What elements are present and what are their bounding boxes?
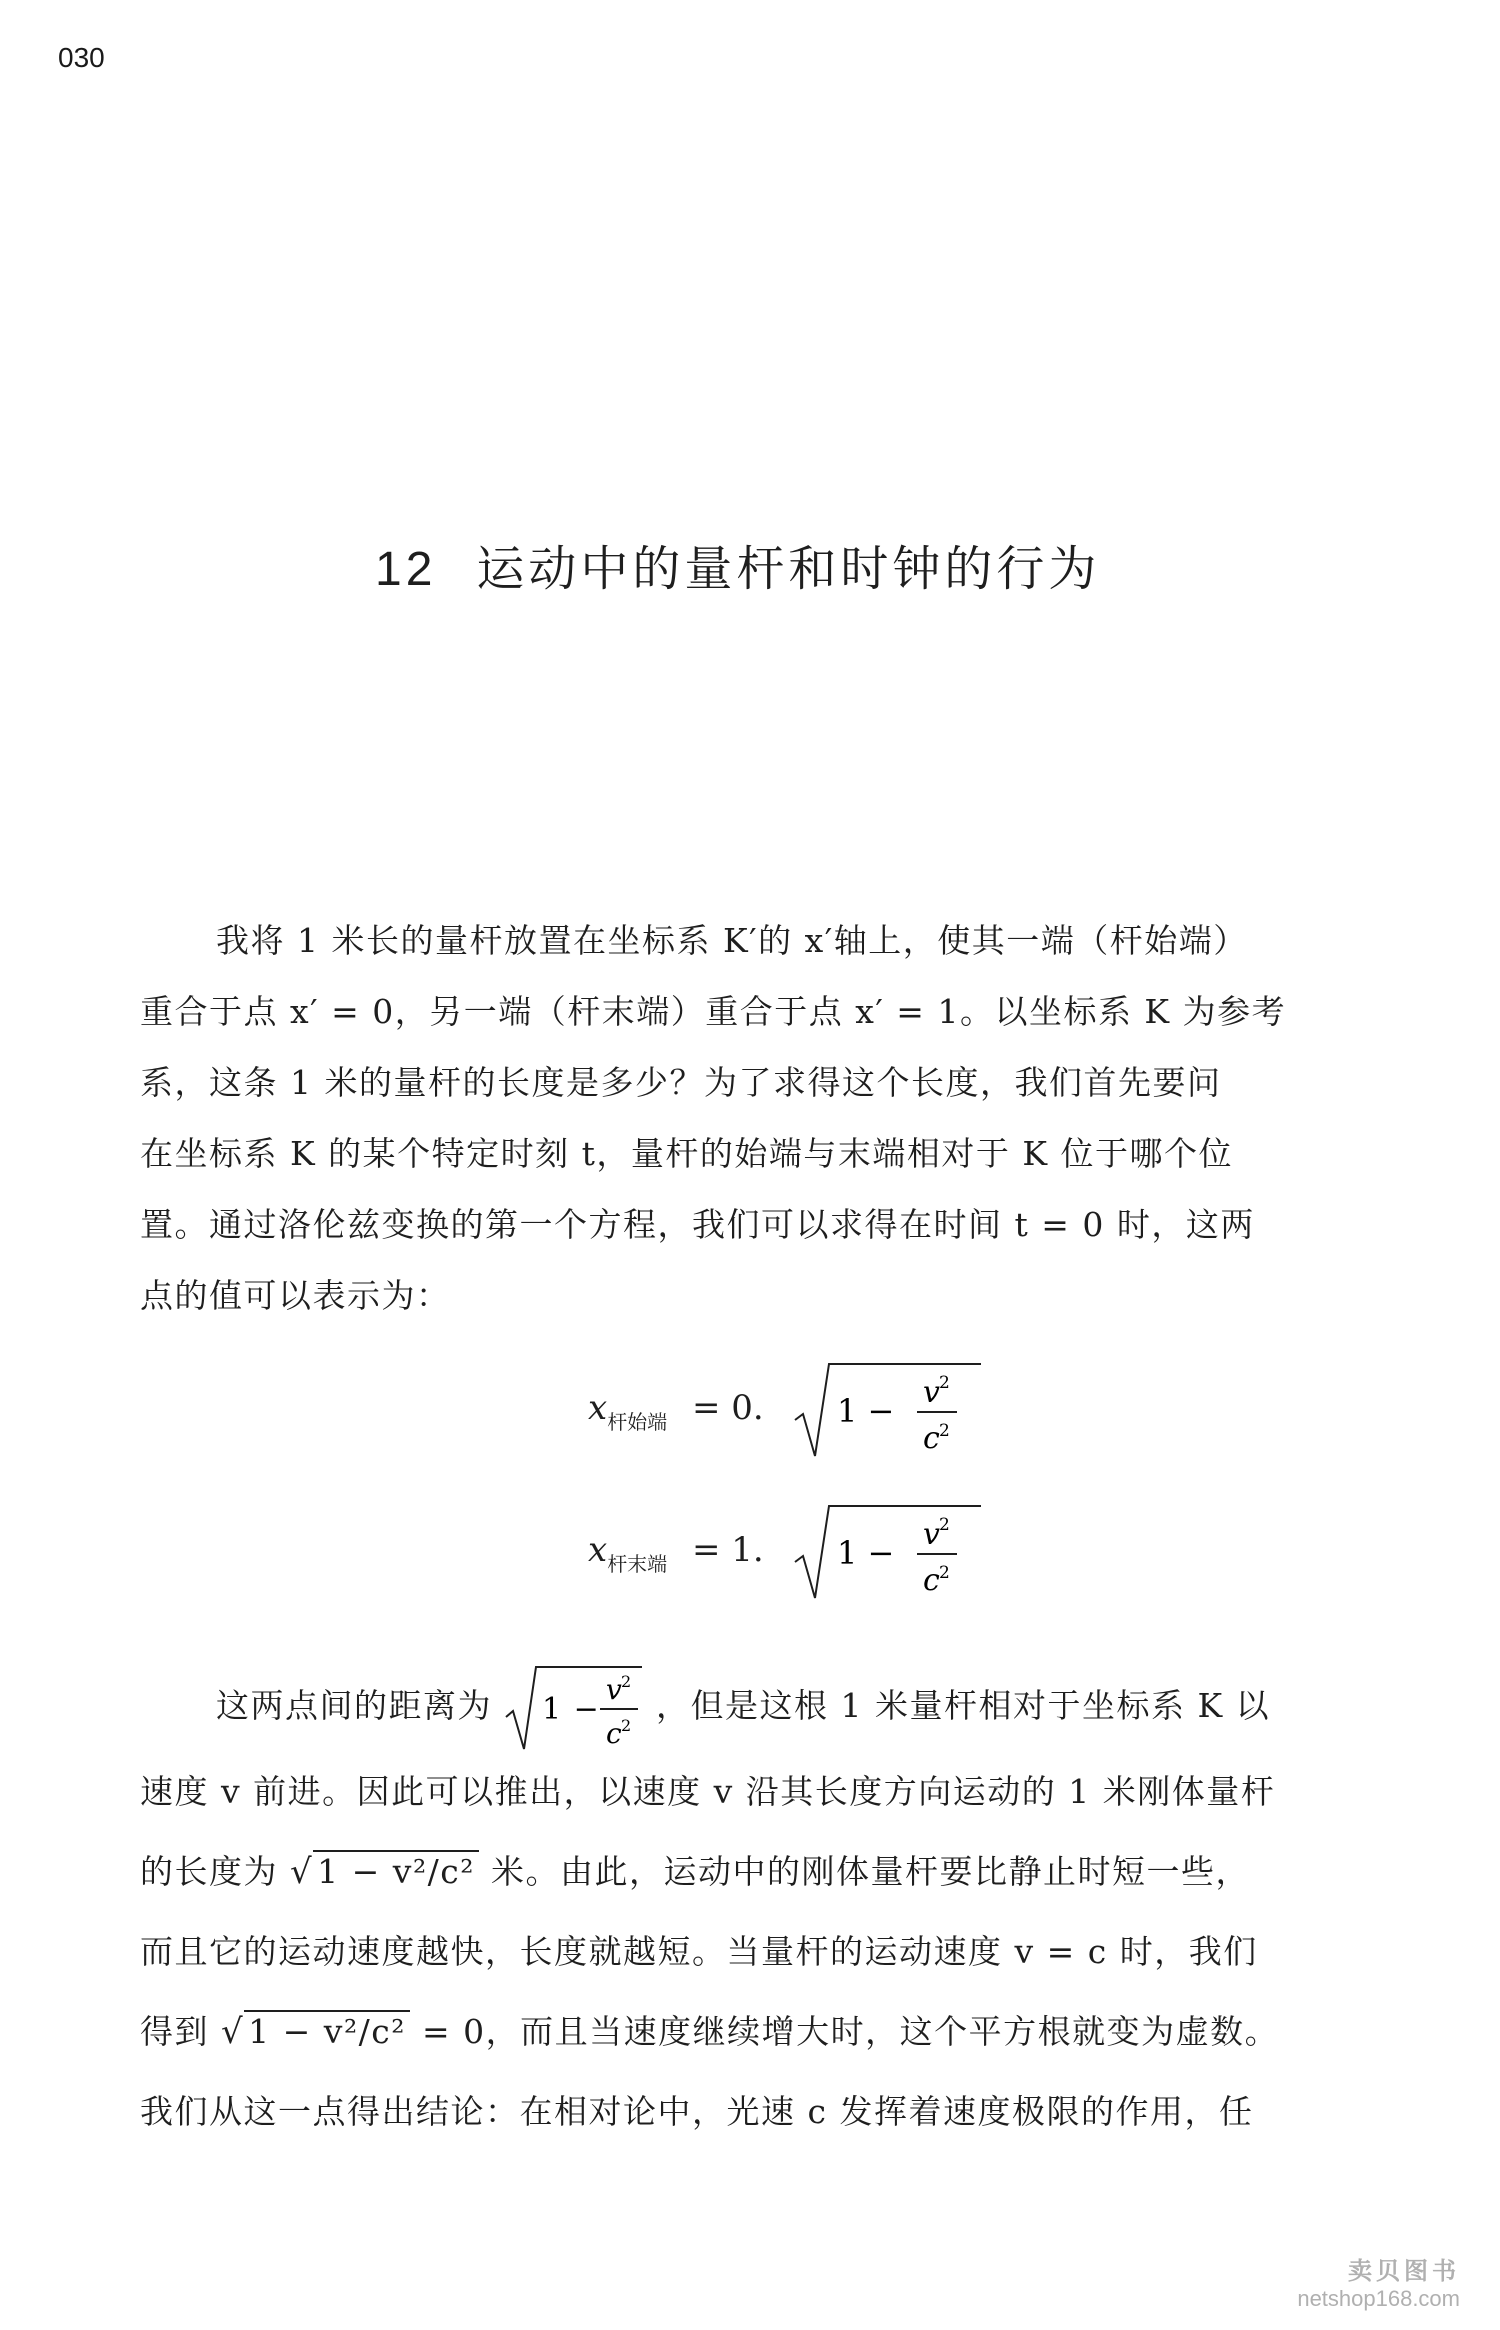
numerator-exponent: 2 — [938, 1515, 950, 1535]
denominator-exponent: 2 — [938, 1421, 950, 1441]
inline-denominator-exponent: 2 — [621, 1716, 633, 1735]
numerator-exponent: 2 — [938, 1373, 950, 1393]
inline-sqrt-fraction — [504, 1663, 644, 1753]
equation-start-sqrt — [793, 1360, 983, 1460]
paragraph-1-line-6: 点的值可以表示为： — [140, 1276, 451, 1315]
equation-start-rhs: = 0. — [692, 1388, 764, 1428]
paragraph-1-line-1: 我将 1 米长的量杆放置在坐标系 K′的 x′轴上，使其一端（杆始端） — [216, 921, 1248, 960]
page-number: 030 — [58, 42, 105, 73]
numerator-v: v — [922, 1517, 940, 1552]
paragraph-2-line-5 — [140, 1992, 1380, 2072]
equation-end-sqrt — [793, 1502, 983, 1602]
equation-start-lhs: x — [588, 1388, 608, 1428]
inline-numerator-v: v — [606, 1673, 624, 1706]
paragraph-1-line-5: 置。通过洛伦兹变换的第一个方程，我们可以求得在时间 t = 0 时，这两 — [140, 1205, 1255, 1244]
paragraph-2-line-2: 速度 v 前进。因此可以推出，以速度 v 沿其长度方向运动的 1 米刚体量杆 — [140, 1772, 1276, 1811]
radical-sign-icon: √ — [221, 2012, 245, 2052]
inline-one-minus: 1 − — [542, 1692, 601, 1727]
paragraph-1-line-2: 重合于点 x′ = 0，另一端（杆末端）重合于点 x′ = 1。以坐标系 K 为参考 — [140, 992, 1287, 1031]
equation-end-lhs: x — [588, 1530, 608, 1570]
paragraph-2-line-3-b: 米。由此，运动中的刚体量杆要比静止时短一些， — [491, 1852, 1250, 1891]
denominator-exponent: 2 — [938, 1563, 950, 1583]
paragraph-2-line-5-a: 得到 — [140, 2012, 209, 2051]
denominator-c: c — [922, 1421, 940, 1456]
paragraph-1 — [140, 905, 1380, 1331]
paragraph-1-line-4: 在坐标系 K 的某个特定时刻 t，量杆的始端与末端相对于 K 位于哪个位 — [140, 1134, 1234, 1173]
denominator-c: c — [922, 1563, 940, 1598]
paragraph-2-line-1-b: ，但是这根 1 米量杆相对于坐标系 K 以 — [656, 1686, 1271, 1725]
paragraph-2-line-5-b: = 0，而且当速度继续增大时，这个平方根就变为虚数。 — [422, 2012, 1280, 2051]
equation-end — [588, 1502, 983, 1602]
sqrt-sign-icon — [793, 1360, 983, 1460]
watermark-url: netshop168.com — [1297, 2286, 1460, 2311]
inline-numerator-exponent: 2 — [621, 1672, 633, 1691]
chapter-title — [375, 530, 1100, 599]
paragraph-2-line-3-a: 的长度为 — [140, 1852, 278, 1891]
watermark — [1297, 2251, 1460, 2312]
paragraph-2-line-5-expr: 1 − v²/c² — [244, 2010, 410, 2051]
paragraph-2-line-3 — [140, 1832, 1380, 1912]
paragraph-2-line-3-expr: 1 − v²/c² — [313, 1850, 479, 1891]
equation-start-subscript: 杆始端 — [607, 1410, 668, 1434]
sqrt-sign-icon — [793, 1502, 983, 1602]
paragraph-1-line-3: 系，这条 1 米的量杆的长度是多少？为了求得这个长度，我们首先要问 — [140, 1063, 1222, 1102]
sqrt-one-minus: 1 − — [836, 1392, 894, 1430]
equation-end-rhs: = 1. — [692, 1530, 764, 1570]
equation-end-subscript: 杆末端 — [607, 1552, 668, 1576]
radical-sign-icon: √ — [290, 1852, 314, 1892]
inline-denominator-c: c — [606, 1717, 624, 1750]
chapter-title-text: 运动中的量杆和时钟的行为 — [476, 541, 1101, 597]
chapter-number: 12 — [375, 543, 437, 596]
watermark-brand: 卖贝图书 — [1348, 2258, 1460, 2285]
paragraph-2-line-1-a: 这两点间的距离为 — [216, 1686, 492, 1725]
sqrt-one-minus: 1 − — [836, 1534, 894, 1572]
equation-start — [588, 1360, 983, 1460]
paragraph-2-line-4: 而且它的运动速度越快，长度就越短。当量杆的运动速度 v = c 时，我们 — [140, 1932, 1258, 1971]
numerator-v: v — [922, 1375, 940, 1410]
paragraph-2-line-6: 我们从这一点得出结论：在相对论中，光速 c 发挥着速度极限的作用，任 — [140, 2092, 1254, 2131]
paragraph-2 — [140, 1660, 1380, 2152]
paragraph-2-line-1 — [140, 1660, 1380, 1752]
